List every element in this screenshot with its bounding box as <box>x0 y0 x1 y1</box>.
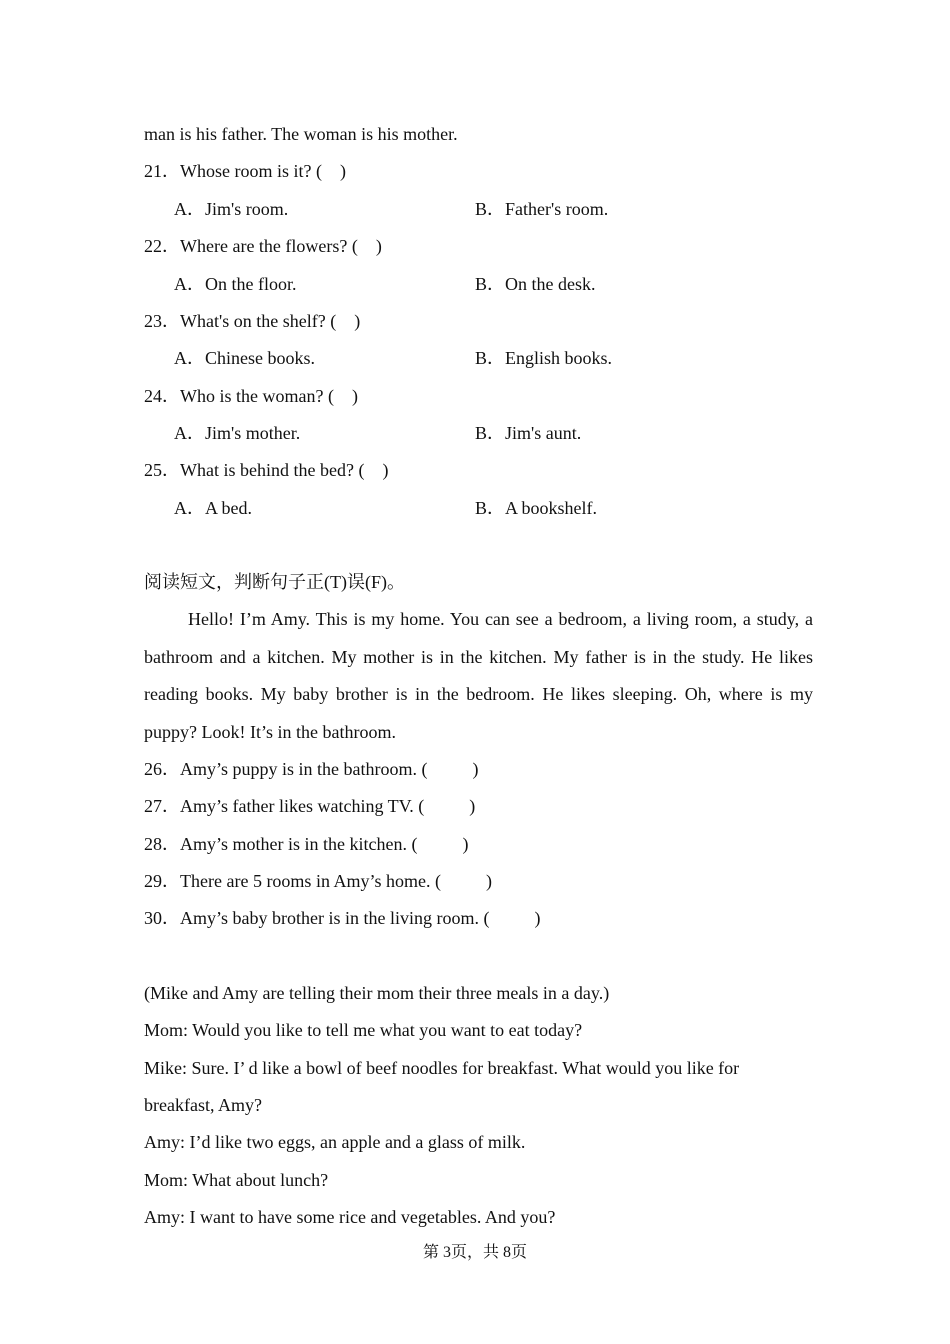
question-number: 24． <box>144 386 180 406</box>
tf-item-28 <box>144 832 468 856</box>
section-instruction: 阅读短文，判断句子正(T)误(F)。 <box>144 572 405 592</box>
question-25 <box>144 458 388 482</box>
tf-item-27 <box>144 794 475 818</box>
tf-item-30 <box>144 906 540 930</box>
page-footer: 第 3页，共 8页 <box>422 1244 527 1261</box>
option-b: B．On the desk. <box>475 274 596 294</box>
reading-passage <box>144 601 813 751</box>
option-b: B．Jim's aunt. <box>475 423 582 443</box>
option-b: B．A bookshelf. <box>475 498 598 518</box>
item-text: Amy’s puppy is in the bathroom. ( ) <box>180 759 479 779</box>
dialogue-line: breakfast, Amy? <box>144 1095 262 1115</box>
dialogue-line: Mom: What about lunch? <box>144 1170 329 1190</box>
tf-item-26 <box>144 757 478 781</box>
item-number: 27． <box>144 796 180 816</box>
item-text: Amy’s baby brother is in the living room. ( ) <box>180 908 541 928</box>
dialogue-line: Amy: I want to have some rice and vegetables. And you? <box>144 1207 556 1227</box>
option-a: A．On the floor. <box>174 274 297 294</box>
option-b: B．English books. <box>475 348 613 368</box>
question-text: Where are the flowers? ( ) <box>180 236 382 256</box>
question-number: 21． <box>144 161 180 181</box>
item-text: Amy’s father likes watching TV. ( ) <box>180 796 476 816</box>
dialogue-line: Amy: I’d like two eggs, an apple and a glass of milk. <box>144 1132 526 1152</box>
question-number: 22． <box>144 236 180 256</box>
intro-tail-text: man is his father. The woman is his mother. <box>144 124 458 144</box>
question-text: Whose room is it? ( ) <box>180 161 346 181</box>
item-number: 30． <box>144 908 180 928</box>
dialogue-line: Mom: Would you like to tell me what you want to eat today? <box>144 1020 583 1040</box>
option-a: A．Chinese books. <box>174 348 315 368</box>
question-22 <box>144 234 382 258</box>
question-text: What is behind the bed? ( ) <box>180 460 389 480</box>
question-text: What's on the shelf? ( ) <box>180 311 361 331</box>
dialogue-line: Mike: Sure. I’ d like a bowl of beef noodles for breakfast. What would you like for <box>144 1058 740 1078</box>
item-text: Amy’s mother is in the kitchen. ( ) <box>180 834 469 854</box>
item-text: There are 5 rooms in Amy’s home. ( ) <box>180 871 492 891</box>
question-text: Who is the woman? ( ) <box>180 386 358 406</box>
dialogue-intro: (Mike and Amy are telling their mom their three meals in a day.) <box>144 983 610 1003</box>
item-number: 29． <box>144 871 180 891</box>
question-24 <box>144 384 358 408</box>
option-b: B．Father's room. <box>475 199 609 219</box>
question-number: 23． <box>144 311 180 331</box>
passage-text: Hello! I’m Amy. This is my home. You can see a bedroom, a living room, a study, a bathroom and a kitchen. My mother is in the kitchen. My father is in the study. He likes reading books. My baby brother is in the bedroom. He likes sleeping. Oh, where is my puppy? Look! It’s in the bathroom. <box>144 609 813 742</box>
item-number: 26． <box>144 759 180 779</box>
question-21 <box>144 159 346 183</box>
option-a: A．A bed. <box>174 498 252 518</box>
option-a: A．Jim's mother. <box>174 423 301 443</box>
option-a: A．Jim's room. <box>174 199 289 219</box>
question-23 <box>144 309 360 333</box>
tf-item-29 <box>144 869 492 893</box>
item-number: 28． <box>144 834 180 854</box>
question-number: 25． <box>144 460 180 480</box>
